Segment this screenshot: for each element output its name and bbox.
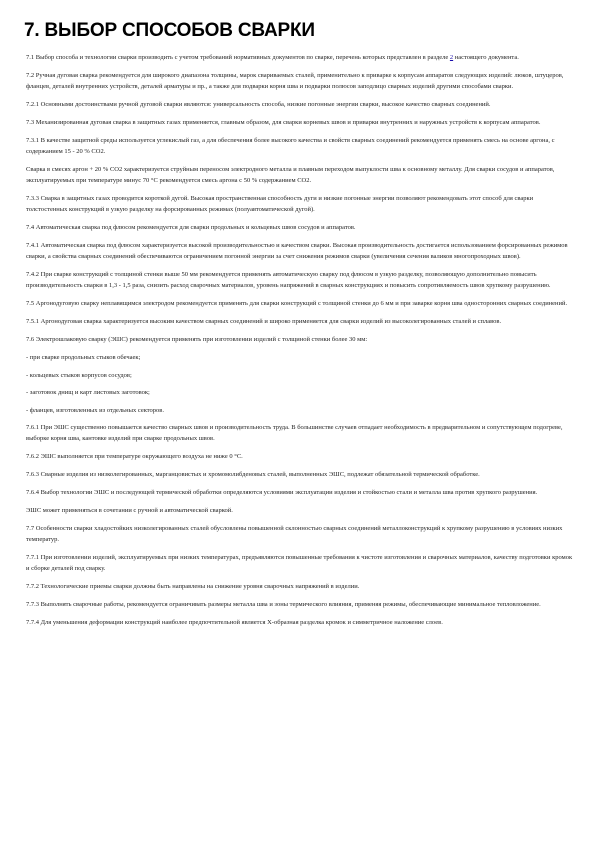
paragraph-7-7-1: 7.7.1 При изготовлении изделий, эксплуатируемых при низких температурах, предъявляются повышенные требования к чистоте изготовления и сварочных материалов, качеству подготовки кромок и сборке деталей под сварку.: [26, 554, 573, 572]
list-item: - фланцев, изготовленных из отдельных секторов.: [26, 406, 164, 414]
paragraph-7-7: 7.7 Особенности сварки хладостойких низколегированных сталей обусловлены повышенной склонностью сварных соединений металлоконструкций к хрупкому разрушению в условиях низких температур.: [26, 525, 563, 543]
paragraph-7-4-2: 7.4.2 При сварке конструкций с толщиной стенки выше 50 мм рекомендуется применять автоматическую сварку под флюсом в узкую разделку, позволяющую дополнительно повысить производительность сварки в 1,3 - 1,5 раза, снизить расход сварочных материалов, уровень напряжений в сварных конструкциях и повысить сопротивляемость швов хрупкому разрушению.: [26, 271, 551, 289]
paragraph-7-1-text-after: настоящего документа.: [453, 54, 519, 61]
list-item: - заготовок днищ и карт листовых заготовок;: [26, 389, 150, 396]
paragraph-eshs-combination: ЭШС может применяться в сочетании с ручной и автоматической сваркой.: [26, 507, 233, 514]
document-body: [26, 52, 574, 635]
paragraph-7-1: [26, 52, 574, 63]
paragraph-7-6-2: 7.6.2 ЭШС выполняется при температуре окружающего воздуха не ниже 0 °С.: [26, 453, 243, 460]
paragraph-7-1-text-before: 7.1 Выбор способа и технологии сварки производить с учетом требований нормативных документов по сварке, перечень которых представлен в разделе: [26, 54, 450, 61]
paragraph-7-5: 7.5 Аргонодуговую сварку неплавящимся электродом рекомендуется применять для сварки конструкций с толщиной стенки до 6 мм и при заварке корня шва односторонних сварных соединений.: [26, 300, 568, 307]
paragraph-7-7-3: 7.7.3 Выполнять сварочные работы, рекомендуется ограничивать размеры металла шва и зоны термического влияния, применяя режимы, обеспечивающие минимальное тепловложение.: [26, 601, 541, 608]
paragraph-7-6-1: 7.6.1 При ЭШС существенно повышается качество сварных швов и производительность труда. В большинстве случаев отпадает необходимость в предварительном и сопутствующем подогреве, выборке корня шва, кантовке изделий при сварке продольных швов.: [26, 424, 563, 442]
paragraph-7-6-3: 7.6.3 Сварные изделия из низколегированных, марганцовистых и хромомолибденовых сталей, выполненных ЭШС, подлежат обязательной термической обработке.: [26, 471, 480, 478]
paragraph-argon-mix: Сварка в смесях аргон + 20 % CO2 характеризуется струйным переносом электродного металла и плавным переходом выпуклости шва к основному металлу. Для сварки сосудов и аппаратов, эксплуатируемых при температуре минус 70 °С рекомендуется смесь аргона с 50 % содержанием CO2.: [26, 166, 555, 184]
list-item: - кольцевых стыков корпусов сосудов;: [26, 371, 132, 379]
paragraph-7-6: 7.6 Электрошлаковую сварку (ЭШС) рекомендуется применять при изготовлении изделий с толщиной стенки более 30 мм:: [26, 336, 368, 343]
section-2-link[interactable]: 2: [449, 54, 454, 61]
paragraph-7-6-4: 7.6.4 Выбор технологии ЭШС и последующей термической обработки определяются условиями эксплуатации изделия и стойкостью стали и металла шва против хрупкого разрушения.: [26, 489, 538, 496]
page-title: 7. ВЫБОР СПОСОБОВ СВАРКИ: [24, 20, 315, 41]
paragraph-7-7-2: 7.7.2 Технологические приемы сварки должны быть направлены на снижение уровня сварочных напряжений в изделии.: [26, 583, 360, 590]
paragraph-7-2-1: 7.2.1 Основными достоинствами ручной дуговой сварки являются: универсальность способа, низкие погонные энергии сварки, высокое качество сварных соединений.: [26, 101, 491, 108]
list-item: - при сварке продольных стыков обечаек;: [26, 354, 141, 361]
paragraph-7-7-4: 7.7.4 Для уменьшения деформации конструкций наиболее предпочтительной является Х-образная разделка кромок и симметричное наложение слоев.: [26, 619, 443, 626]
paragraph-7-3-3: 7.3.3 Сварка в защитных газах проводится короткой дугой. Высокая пространственная способность дуги и низкие погонные энергии позволяют рекомендовать этот способ для сварки толстостенных конструкций в узкую разделку на форсированных режимах (полуавтоматической дугой).: [26, 195, 534, 213]
paragraph-7-4-1: 7.4.1 Автоматическая сварка под флюсом характеризуется высокой производительностью и качеством сварки. Высокая производительность достигается использованием форсированных режимов сварки, а свойства сварных соединений обеспечиваются ограничением погонной энергии за счет снижения режимов сварки (увеличения сечения валиков многопроходных швов).: [26, 242, 568, 260]
paragraph-7-3: 7.3 Механизированная дуговая сварка в защитных газах применяется, главным образом, для сварки корневых швов и приварки внутренних и наружных устройств к корпусам аппаратов.: [26, 119, 541, 126]
paragraph-7-5-1: 7.5.1 Аргонодуговая сварка характеризуется высоким качеством сварных соединений и широко применяется для сварки изделий из высоколегированных сталей и сплавов.: [26, 318, 502, 325]
paragraph-7-3-1: 7.3.1 В качестве защитной среды используется углекислый газ, а для обеспечения более высокого качества и свойств сварных соединений рекомендуется применять смесь на основе аргона, с содержанием 15 - 20 % CO2.: [26, 137, 555, 155]
paragraph-7-2: 7.2 Ручная дуговая сварка рекомендуется для широкого диапазона толщины, марок свариваемых сталей, применительно к приварке к корпусам аппаратов следующих изделий: люков, штуцеров, фланцев, деталей внутренних устройств, деталей арматуры и пр., а также для подварки корня шва и подварки полюсов заподлицо сварных изделий другими способами сварки.: [26, 72, 564, 90]
paragraph-7-4: 7.4 Автоматическая сварка под флюсом рекомендуется для сварки продольных и кольцевых швов сосудов и аппаратов.: [26, 224, 356, 231]
